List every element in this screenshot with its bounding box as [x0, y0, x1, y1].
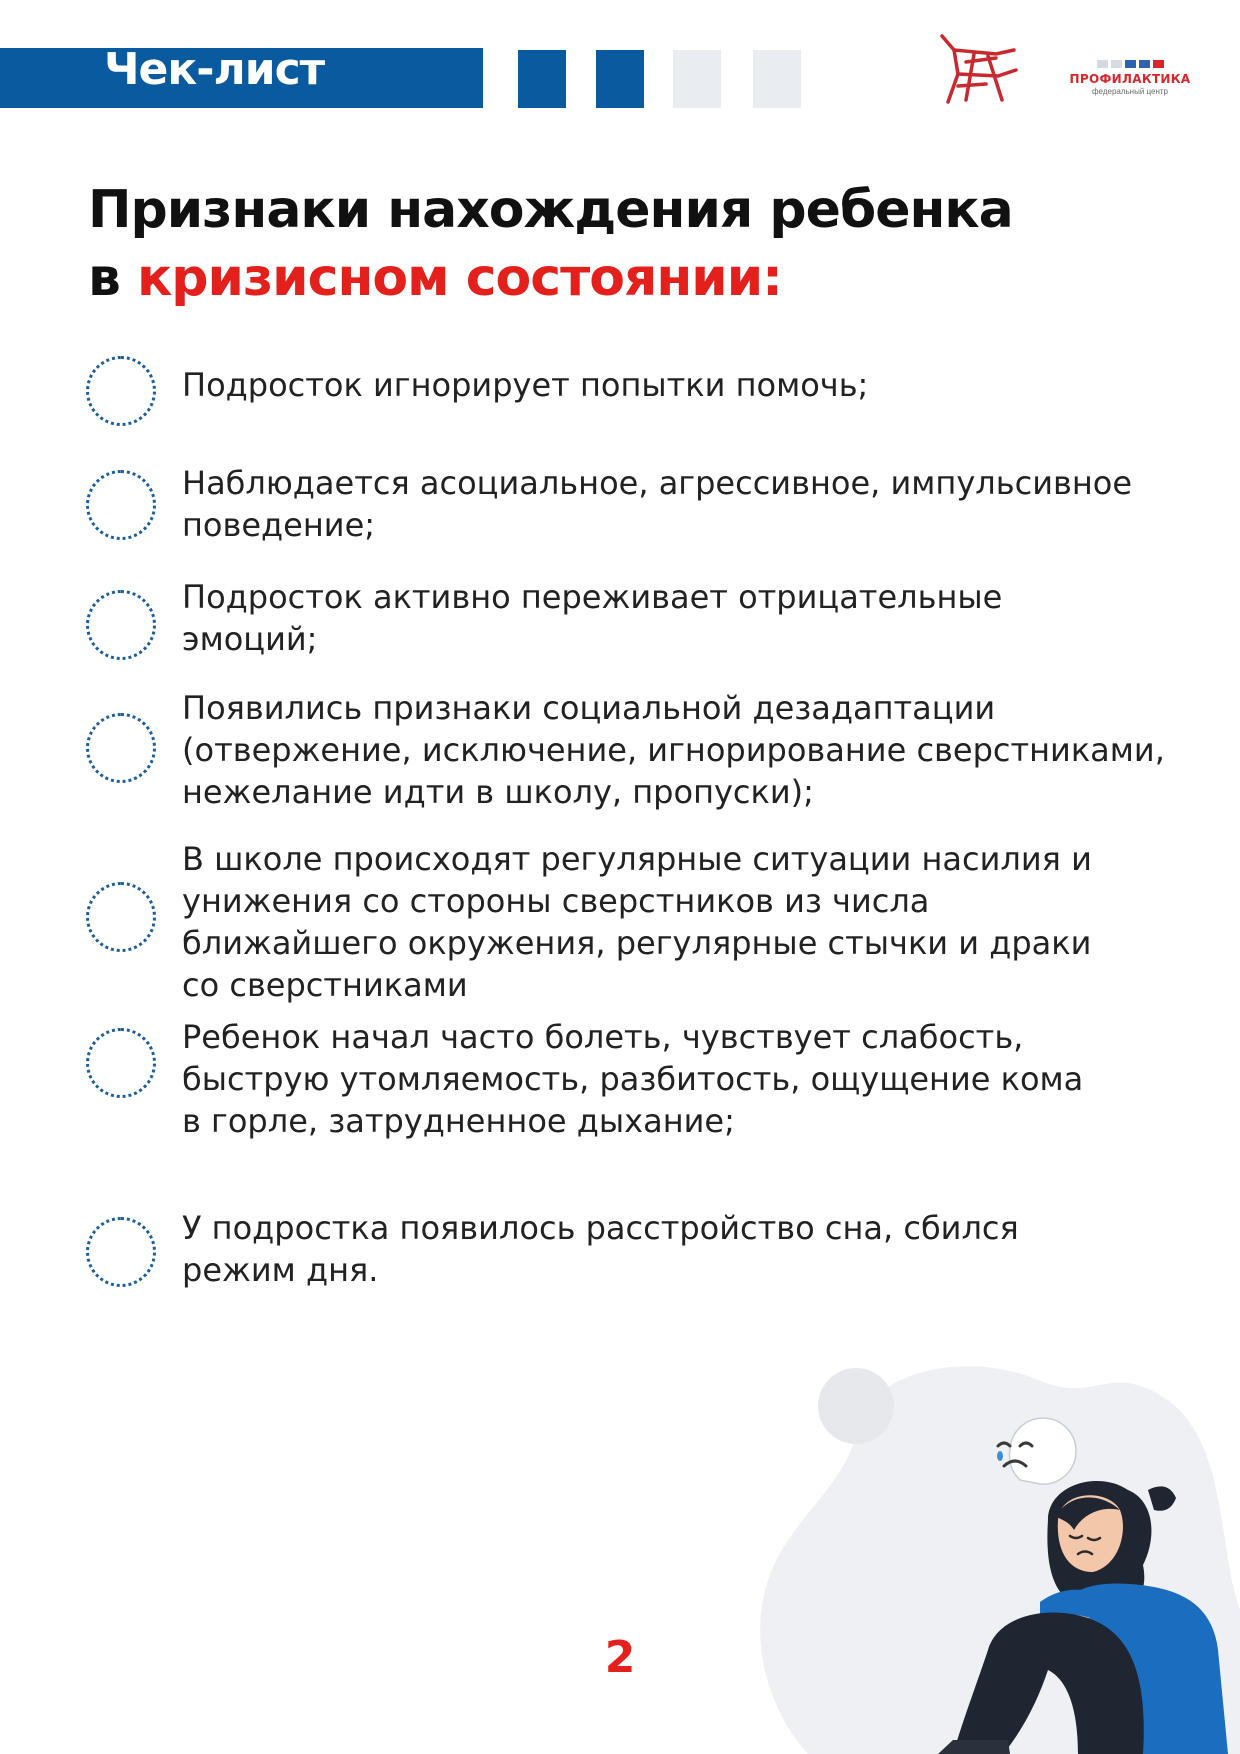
title-line-1: Признаки нахождения ребенка — [88, 180, 1013, 240]
checklist-item-text: Подросток активно переживает отрицательные эмоций; — [182, 578, 1003, 658]
checkbox-circle[interactable] — [86, 590, 156, 660]
checkbox-circle[interactable] — [86, 713, 156, 783]
logo-stripes — [1060, 60, 1200, 68]
checklist-item-text: Наблюдается асоциальное, агрессивное, импульсивное поведение; — [182, 464, 1133, 544]
checkbox-circle[interactable] — [86, 1028, 156, 1098]
profilaktika-logo — [1060, 60, 1200, 102]
page-number: 2 — [604, 1632, 636, 1683]
header-square-3 — [673, 50, 721, 108]
title-highlight: кризисном состоянии: — [137, 248, 782, 308]
checkbox-circle[interactable] — [86, 356, 156, 426]
checkbox-circle[interactable] — [86, 1217, 156, 1287]
checkbox-circle[interactable] — [86, 882, 156, 952]
checklist-item-text: В школе происходят регулярные ситуации насилия и унижения со стороны сверстников из числа ближайшего окружения, регулярные стычки и драки со сверстниками — [182, 840, 1092, 1004]
header-square-2 — [596, 50, 644, 108]
checklist-item-text: Подросток игнорирует попытки помочь; — [182, 366, 869, 404]
page-title — [88, 176, 1013, 312]
checklist-item-text: Ребенок начал часто болеть, чувствует слабость, быструю утомляемость, разбитость, ощущение кома в горле, затрудненное дыхание; — [182, 1018, 1084, 1140]
checklist-item-text: У подростка появилось расстройство сна, сбился режим дня. — [182, 1209, 1019, 1289]
header-square-1 — [518, 50, 566, 108]
chair-logo-icon — [936, 30, 1020, 106]
logo-name: ПРОФИЛАКТИКА — [1069, 72, 1191, 86]
sad-teen-illustration — [748, 1350, 1240, 1754]
title-line-2-prefix: в — [88, 248, 138, 308]
checklist-item-text: Появились признаки социальной дезадаптации (отвержение, исключение, игнорирование сверстниками, нежелание идти в школу, пропуски); — [182, 689, 1165, 811]
header-square-4 — [753, 50, 801, 108]
logo-subtitle: федеральный центр — [1091, 87, 1169, 96]
checkbox-circle[interactable] — [86, 470, 156, 540]
checklist-label: Чек-лист — [104, 44, 325, 95]
